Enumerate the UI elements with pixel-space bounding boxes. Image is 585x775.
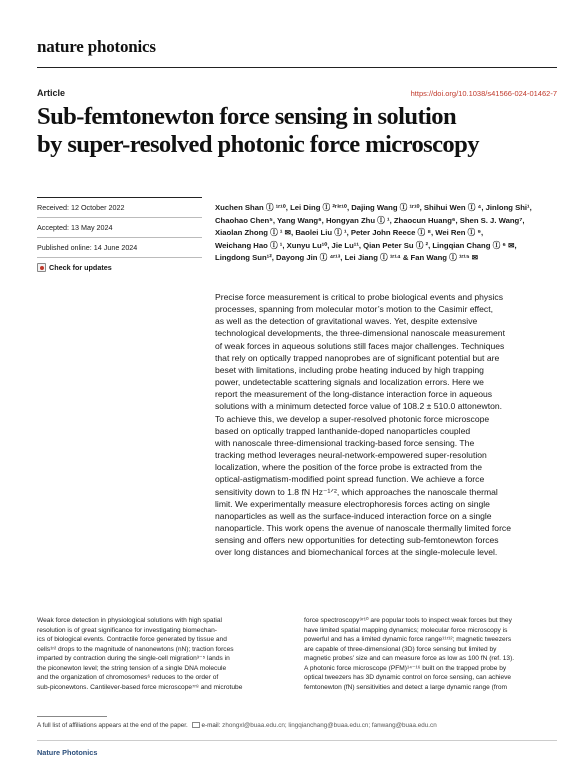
footnote-rule: [37, 716, 107, 717]
author-line[interactable]: Weichang Hao Ⓘ ¹, Xunyu Lu¹⁰, Jie Lu¹¹, Qian Peter Su Ⓘ ², Lingqian Chang Ⓘ ⁶ ✉,: [215, 240, 517, 250]
doi-link[interactable]: https://doi.org/10.1038/s41566-024-01462-7: [410, 89, 557, 98]
body-line: cells¹ʳ² drops to the magnitude of nanonewtons (nN); traction forces: [37, 645, 234, 653]
paper-title: [37, 103, 567, 159]
abstract-line: optical-astigmatism-modified point spread function. We achieve a force: [215, 474, 485, 485]
abstract-line: based on optically trapped lanthanide-doped nanoparticles coupled: [215, 425, 471, 436]
body-line: the piconewton level; the string tension of a single DNA molecule: [37, 664, 227, 672]
abstract-line: technological developments, the three-dimensional nanoscale measurement: [215, 328, 505, 339]
abstract-line: of weak forces in aqueous solutions still faces major challenges. Techniques: [215, 340, 505, 351]
abstract-line: Precise force measurement is critical to probe biological events and physics: [215, 292, 504, 302]
abstract-line: processes, spanning from molecular motor’s motion to the Casimir effect,: [215, 304, 493, 315]
body-line: ics of biological events. Contractile force generated by tissue and: [37, 636, 227, 644]
received-date: Received: 12 October 2022: [37, 197, 202, 218]
author-line[interactable]: Xuchen Shan Ⓘ ¹ʳ¹⁰, Lei Ding Ⓘ ²ʳ³ʳ¹⁰, Dajing Wang Ⓘ ¹ʳ¹⁰, Shihui Wen Ⓘ ⁴, Jinlong Shi¹,: [215, 203, 532, 212]
article-type: Article: [37, 88, 66, 98]
body-line: force spectroscopy⁹ʳ¹⁰ are popular tools to inspect weak forces but they: [304, 617, 512, 624]
mail-icon: [192, 722, 200, 728]
check-updates-button[interactable]: [37, 258, 202, 277]
abstract-line: localization, where the position of the force probe is extracted from the: [215, 462, 483, 473]
abstract-line: sensitivity down to 1.8 fN Hz⁻¹ᐟ², which approaches the nanoscale thermal: [215, 486, 498, 497]
author-line[interactable]: Xiaolan Zhong Ⓘ ¹ ✉, Baolei Liu Ⓘ ¹, Peter John Reece Ⓘ ⁸, Wei Ren Ⓘ ⁹,: [215, 228, 484, 238]
author-line[interactable]: Lingdong Sun¹², Dayong Jin Ⓘ ⁴ʳ¹³, Lei Jiang Ⓘ ¹ʳ¹⁴ & Fan Wang Ⓘ ¹ʳ¹⁵ ✉: [215, 253, 479, 263]
body-line: imparted by contraction during the single-cell migration³⁻⁵ lands in: [37, 655, 230, 663]
check-updates-icon: [37, 263, 46, 272]
abstract-line: report the measurement of the long-distance interaction force in aqueous: [215, 389, 493, 400]
body-line: femtonewton (fN) sensitivities and detect a large dynamic range (from: [304, 683, 508, 691]
title-line: by super-resolved photonic force microscopy: [37, 131, 479, 158]
publication-meta: [37, 197, 202, 277]
body-line: Weak force detection in physiological solutions with high spatial: [37, 617, 222, 624]
body-line: powerful and has a limited dynamic force range¹¹ʳ¹²; magnetic tweezers: [304, 636, 512, 644]
abstract-line: sensing and offers new opportunities for detecting sub-femtonewton forces: [215, 535, 499, 546]
body-line: magnetic probes’ size and can measure force as low as 100 fN (ref. 13).: [304, 655, 515, 663]
body-line: optical tweezers has 3D dynamic control on force sensing, can achieve: [304, 674, 512, 682]
email-label: e-mail:: [201, 722, 221, 729]
affiliations-note: A full list of affiliations appears at the end of the paper.: [37, 722, 188, 729]
header-rule: [37, 67, 557, 68]
journal-name: nature photonics: [37, 37, 156, 56]
footer-rule: [37, 740, 557, 741]
body-line: and the organization of chromosomes⁶ reduces to the order of: [37, 674, 219, 682]
abstract-line: limit. We experimentally measure electrophoresis forces acting on single: [215, 498, 490, 509]
abstract-line: as well as the detection of gravitational waves. Yet, despite extensive: [215, 316, 478, 327]
author-line[interactable]: Chaohao Chen⁵, Yang Wang⁶, Hongyan Zhu Ⓘ ¹, Zhaocun Huang⁶, Shen S. J. Wang⁷,: [215, 215, 525, 225]
abstract-line: power, undetectable scattering signals and localization errors. Here we: [215, 377, 484, 388]
accepted-date: Accepted: 13 May 2024: [37, 218, 202, 238]
body-line: A photonic force microscope (PFM)¹⁴⁻¹⁶ built on the trapped probe by: [304, 664, 507, 672]
abstract-line: with nanoscale three-dimensional tracking-based force sensing. The: [215, 437, 475, 448]
abstract-line: that rely on optically trapped nanoprobes are of significant potential but are: [215, 352, 500, 363]
footer-journal: Nature Photonics: [37, 748, 98, 757]
body-line: sub-piconewtons. Cantilever-based force microscope⁷ʳ⁸ and microtube: [37, 683, 243, 691]
abstract-line: nanoparticle. This work opens the avenue of nanoscale thermally limited force: [215, 522, 512, 533]
published-date: Published online: 14 June 2024: [37, 238, 202, 258]
body-line: are capable of three-dimensional (3D) force sensing but limited by: [304, 645, 497, 653]
body-column-left: [37, 616, 295, 692]
body-column-right: [304, 616, 562, 692]
abstract: [215, 291, 565, 558]
abstract-line: To achieve this, we develop a super-resolved photonic force microscope: [215, 413, 490, 424]
check-updates-label: Check for updates: [49, 263, 112, 272]
abstract-line: tracking method leverages neural-network-empowered super-resolution: [215, 450, 487, 461]
body-line: resolution is of great significance for investigating biomechan-: [37, 626, 217, 634]
body-line: have limited spatial mapping dynamics; molecular force microscopy is: [304, 626, 508, 634]
email-addresses[interactable]: zhongxl@buaa.edu.cn; lingqianchang@buaa.edu.cn; fanwang@buaa.edu.cn: [222, 722, 437, 729]
title-line: Sub-femtonewton force sensing in solution: [37, 103, 457, 130]
author-list: [215, 202, 560, 265]
footnote: [37, 722, 437, 729]
abstract-line: nanoparticles as well as the surface-induced interaction force on a single: [215, 510, 492, 521]
abstract-line: beset with limitations, including probe heating induced by high trapping: [215, 364, 484, 375]
abstract-line: over long distances and biomechanical forces at the single-molecule level.: [215, 547, 498, 558]
abstract-line: solutions with a minimum detected force value of 108.2 ± 510.0 attonewton.: [215, 401, 503, 412]
